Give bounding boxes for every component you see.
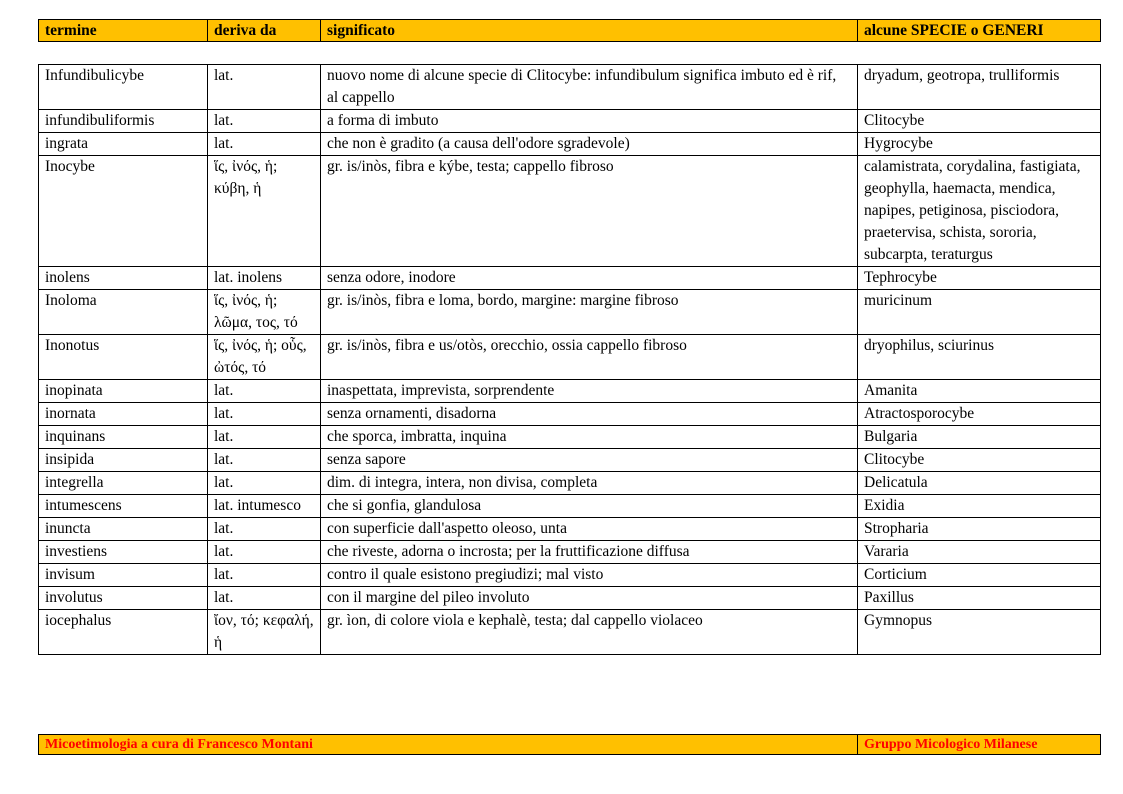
cell-termine: integrella	[39, 472, 208, 495]
header-table	[38, 19, 1101, 42]
cell-termine: Inonotus	[39, 335, 208, 380]
cell-termine: inopinata	[39, 380, 208, 403]
cell-specie: Paxillus	[858, 587, 1101, 610]
cell-specie: Clitocybe	[858, 110, 1101, 133]
table-row	[39, 518, 1101, 541]
header-deriva-da: deriva da	[208, 20, 321, 42]
cell-significato: con il margine del pileo involuto	[321, 587, 858, 610]
cell-deriva-da: lat.	[208, 426, 321, 449]
cell-deriva-da: lat.	[208, 518, 321, 541]
header-termine: termine	[39, 20, 208, 42]
cell-significato: con superficie dall'aspetto oleoso, unta	[321, 518, 858, 541]
header-row	[39, 20, 1101, 42]
cell-significato: che si gonfia, glandulosa	[321, 495, 858, 518]
cell-specie: Delicatula	[858, 472, 1101, 495]
cell-significato: dim. di integra, intera, non divisa, completa	[321, 472, 858, 495]
cell-specie: Vararia	[858, 541, 1101, 564]
cell-significato: che riveste, adorna o incrosta; per la fruttificazione diffusa	[321, 541, 858, 564]
cell-specie: muricinum	[858, 290, 1101, 335]
table-row	[39, 156, 1101, 267]
table-row	[39, 449, 1101, 472]
cell-specie: Clitocybe	[858, 449, 1101, 472]
header-specie: alcune SPECIE o GENERI	[858, 20, 1101, 42]
cell-significato: senza odore, inodore	[321, 267, 858, 290]
cell-termine: inquinans	[39, 426, 208, 449]
glossary-table	[38, 64, 1101, 655]
cell-significato: che non è gradito (a causa dell'odore sgradevole)	[321, 133, 858, 156]
table-row	[39, 610, 1101, 655]
table-row	[39, 564, 1101, 587]
footer-table	[38, 734, 1101, 755]
cell-significato: che sporca, imbratta, inquina	[321, 426, 858, 449]
cell-termine: involutus	[39, 587, 208, 610]
cell-termine: investiens	[39, 541, 208, 564]
table-row	[39, 403, 1101, 426]
cell-specie: Gymnopus	[858, 610, 1101, 655]
cell-significato: contro il quale esistono pregiudizi; mal visto	[321, 564, 858, 587]
table-row	[39, 472, 1101, 495]
cell-significato: gr. is/inòs, fibra e kýbe, testa; cappello fibroso	[321, 156, 858, 267]
cell-specie: dryadum, geotropa, trulliformis	[858, 65, 1101, 110]
cell-termine: inolens	[39, 267, 208, 290]
cell-deriva-da: lat. intumesco	[208, 495, 321, 518]
cell-deriva-da: lat.	[208, 564, 321, 587]
cell-deriva-da: ἵς, ἰνός, ἡ; κύβη, ἡ	[208, 156, 321, 267]
cell-deriva-da: ἵς, ἰνός, ἡ; λῶμα, τος, τό	[208, 290, 321, 335]
footer-group: Gruppo Micologico Milanese	[858, 735, 1101, 755]
cell-specie: calamistrata, corydalina, fastigiata, geophylla, haemacta, mendica, napipes, petiginosa, pisciodora, praetervisa, schista, sororia, subcarpta, teraturgus	[858, 156, 1101, 267]
table-row	[39, 267, 1101, 290]
cell-termine: iocephalus	[39, 610, 208, 655]
cell-termine: Infundibulicybe	[39, 65, 208, 110]
cell-deriva-da: ἵς, ἰνός, ἡ; οὗς, ὠτός, τό	[208, 335, 321, 380]
cell-specie: Stropharia	[858, 518, 1101, 541]
cell-deriva-da: lat.	[208, 472, 321, 495]
cell-specie: Bulgaria	[858, 426, 1101, 449]
table-row	[39, 110, 1101, 133]
cell-deriva-da: lat.	[208, 133, 321, 156]
cell-specie: Exidia	[858, 495, 1101, 518]
cell-specie: Hygrocybe	[858, 133, 1101, 156]
cell-deriva-da: lat.	[208, 587, 321, 610]
footer-row	[39, 735, 1101, 755]
cell-significato: senza sapore	[321, 449, 858, 472]
cell-termine: ingrata	[39, 133, 208, 156]
cell-specie: dryophilus, sciurinus	[858, 335, 1101, 380]
table-row	[39, 65, 1101, 110]
cell-deriva-da: lat. inolens	[208, 267, 321, 290]
cell-significato: a forma di imbuto	[321, 110, 858, 133]
cell-significato: nuovo nome di alcune specie di Clitocybe: infundibulum significa imbuto ed è rif, al cappello	[321, 65, 858, 110]
cell-specie: Atractosporocybe	[858, 403, 1101, 426]
table-row	[39, 426, 1101, 449]
table-row	[39, 290, 1101, 335]
table-row	[39, 133, 1101, 156]
table-row	[39, 380, 1101, 403]
cell-termine: inornata	[39, 403, 208, 426]
table-row	[39, 335, 1101, 380]
cell-deriva-da: lat.	[208, 110, 321, 133]
cell-significato: gr. ìon, di colore viola e kephalè, testa; dal cappello violaceo	[321, 610, 858, 655]
cell-specie: Amanita	[858, 380, 1101, 403]
table-row	[39, 587, 1101, 610]
cell-deriva-da: lat.	[208, 541, 321, 564]
cell-specie: Tephrocybe	[858, 267, 1101, 290]
cell-deriva-da: lat.	[208, 403, 321, 426]
cell-deriva-da: ἴον, τό; κεφαλή, ἡ	[208, 610, 321, 655]
table-row	[39, 495, 1101, 518]
cell-specie: Corticium	[858, 564, 1101, 587]
cell-significato: gr. is/inòs, fibra e us/otòs, orecchio, ossia cappello fibroso	[321, 335, 858, 380]
cell-deriva-da: lat.	[208, 380, 321, 403]
cell-deriva-da: lat.	[208, 65, 321, 110]
table-row	[39, 541, 1101, 564]
cell-termine: insipida	[39, 449, 208, 472]
cell-termine: intumescens	[39, 495, 208, 518]
cell-termine: invisum	[39, 564, 208, 587]
cell-deriva-da: lat.	[208, 449, 321, 472]
cell-termine: inuncta	[39, 518, 208, 541]
cell-significato: gr. is/inòs, fibra e loma, bordo, margine: margine fibroso	[321, 290, 858, 335]
header-significato: significato	[321, 20, 858, 42]
footer-author: Micoetimologia a cura di Francesco Montani	[39, 735, 858, 755]
cell-significato: senza ornamenti, disadorna	[321, 403, 858, 426]
cell-termine: Inoloma	[39, 290, 208, 335]
cell-termine: Inocybe	[39, 156, 208, 267]
cell-termine: infundibuliformis	[39, 110, 208, 133]
cell-significato: inaspettata, imprevista, sorprendente	[321, 380, 858, 403]
